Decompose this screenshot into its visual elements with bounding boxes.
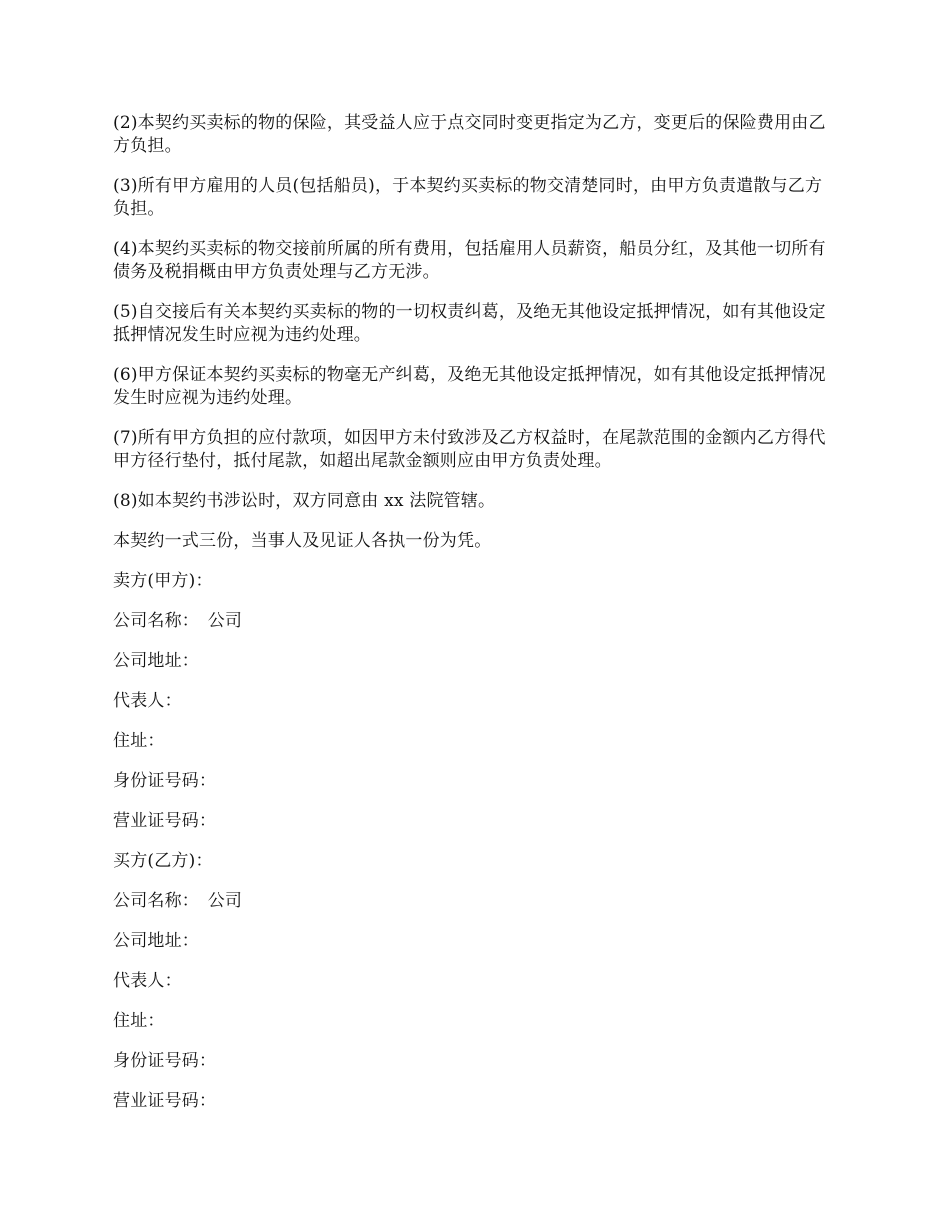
clause-3: (3)所有甲方雇用的人员(包括船员)，于本契约买卖标的物交清楚同时，由甲方负责遣散与乙方负担。 <box>113 176 823 219</box>
buyer-id-number: 身份证号码： <box>113 1051 217 1071</box>
seller-representative: 代表人： <box>113 691 182 711</box>
buyer-heading: 买方(乙方)： <box>113 851 213 871</box>
seller-company-address: 公司地址： <box>113 651 199 671</box>
seller-id-number: 身份证号码： <box>113 771 217 791</box>
buyer-company-name: 公司名称： 公司 <box>113 891 243 911</box>
seller-heading: 卖方(甲方)： <box>113 571 213 591</box>
buyer-section <box>113 850 837 1113</box>
buyer-business-license: 营业证号码： <box>113 1091 217 1111</box>
seller-section <box>113 570 837 833</box>
buyer-company-address: 公司地址： <box>113 931 199 951</box>
buyer-residence: 住址： <box>113 1011 165 1031</box>
copies-note: 本契约一式三份，当事人及见证人各执一份为凭。 <box>113 531 492 551</box>
document-page <box>113 112 837 1130</box>
clause-5: (5)自交接后有关本契约买卖标的物的一切权责纠葛，及绝无其他设定抵押情况，如有其他设定抵押情况发生时应视为违约处理。 <box>113 302 826 345</box>
clause-7: (7)所有甲方负担的应付款项，如因甲方未付致涉及乙方权益时，在尾款范围的金额内乙方得代甲方径行垫付，抵付尾款，如超出尾款金额则应由甲方负责处理。 <box>113 428 826 471</box>
seller-residence: 住址： <box>113 731 165 751</box>
buyer-representative: 代表人： <box>113 971 182 991</box>
clause-6: (6)甲方保证本契约买卖标的物毫无产纠葛，及绝无其他设定抵押情况，如有其他设定抵押情况发生时应视为违约处理。 <box>113 365 826 408</box>
clause-4: (4)本契约买卖标的物交接前所属的所有费用，包括雇用人员薪资，船员分红，及其他一切所有债务及税捐概由甲方负责处理与乙方无涉。 <box>113 239 826 282</box>
seller-company-name: 公司名称： 公司 <box>113 611 243 631</box>
seller-business-license: 营业证号码： <box>113 811 217 831</box>
clause-2: (2)本契约买卖标的物的保险，其受益人应于点交同时变更指定为乙方，变更后的保险费用由乙方负担。 <box>113 113 826 156</box>
clause-8: (8)如本契约书涉讼时，双方同意由 xx 法院管辖。 <box>113 491 496 511</box>
